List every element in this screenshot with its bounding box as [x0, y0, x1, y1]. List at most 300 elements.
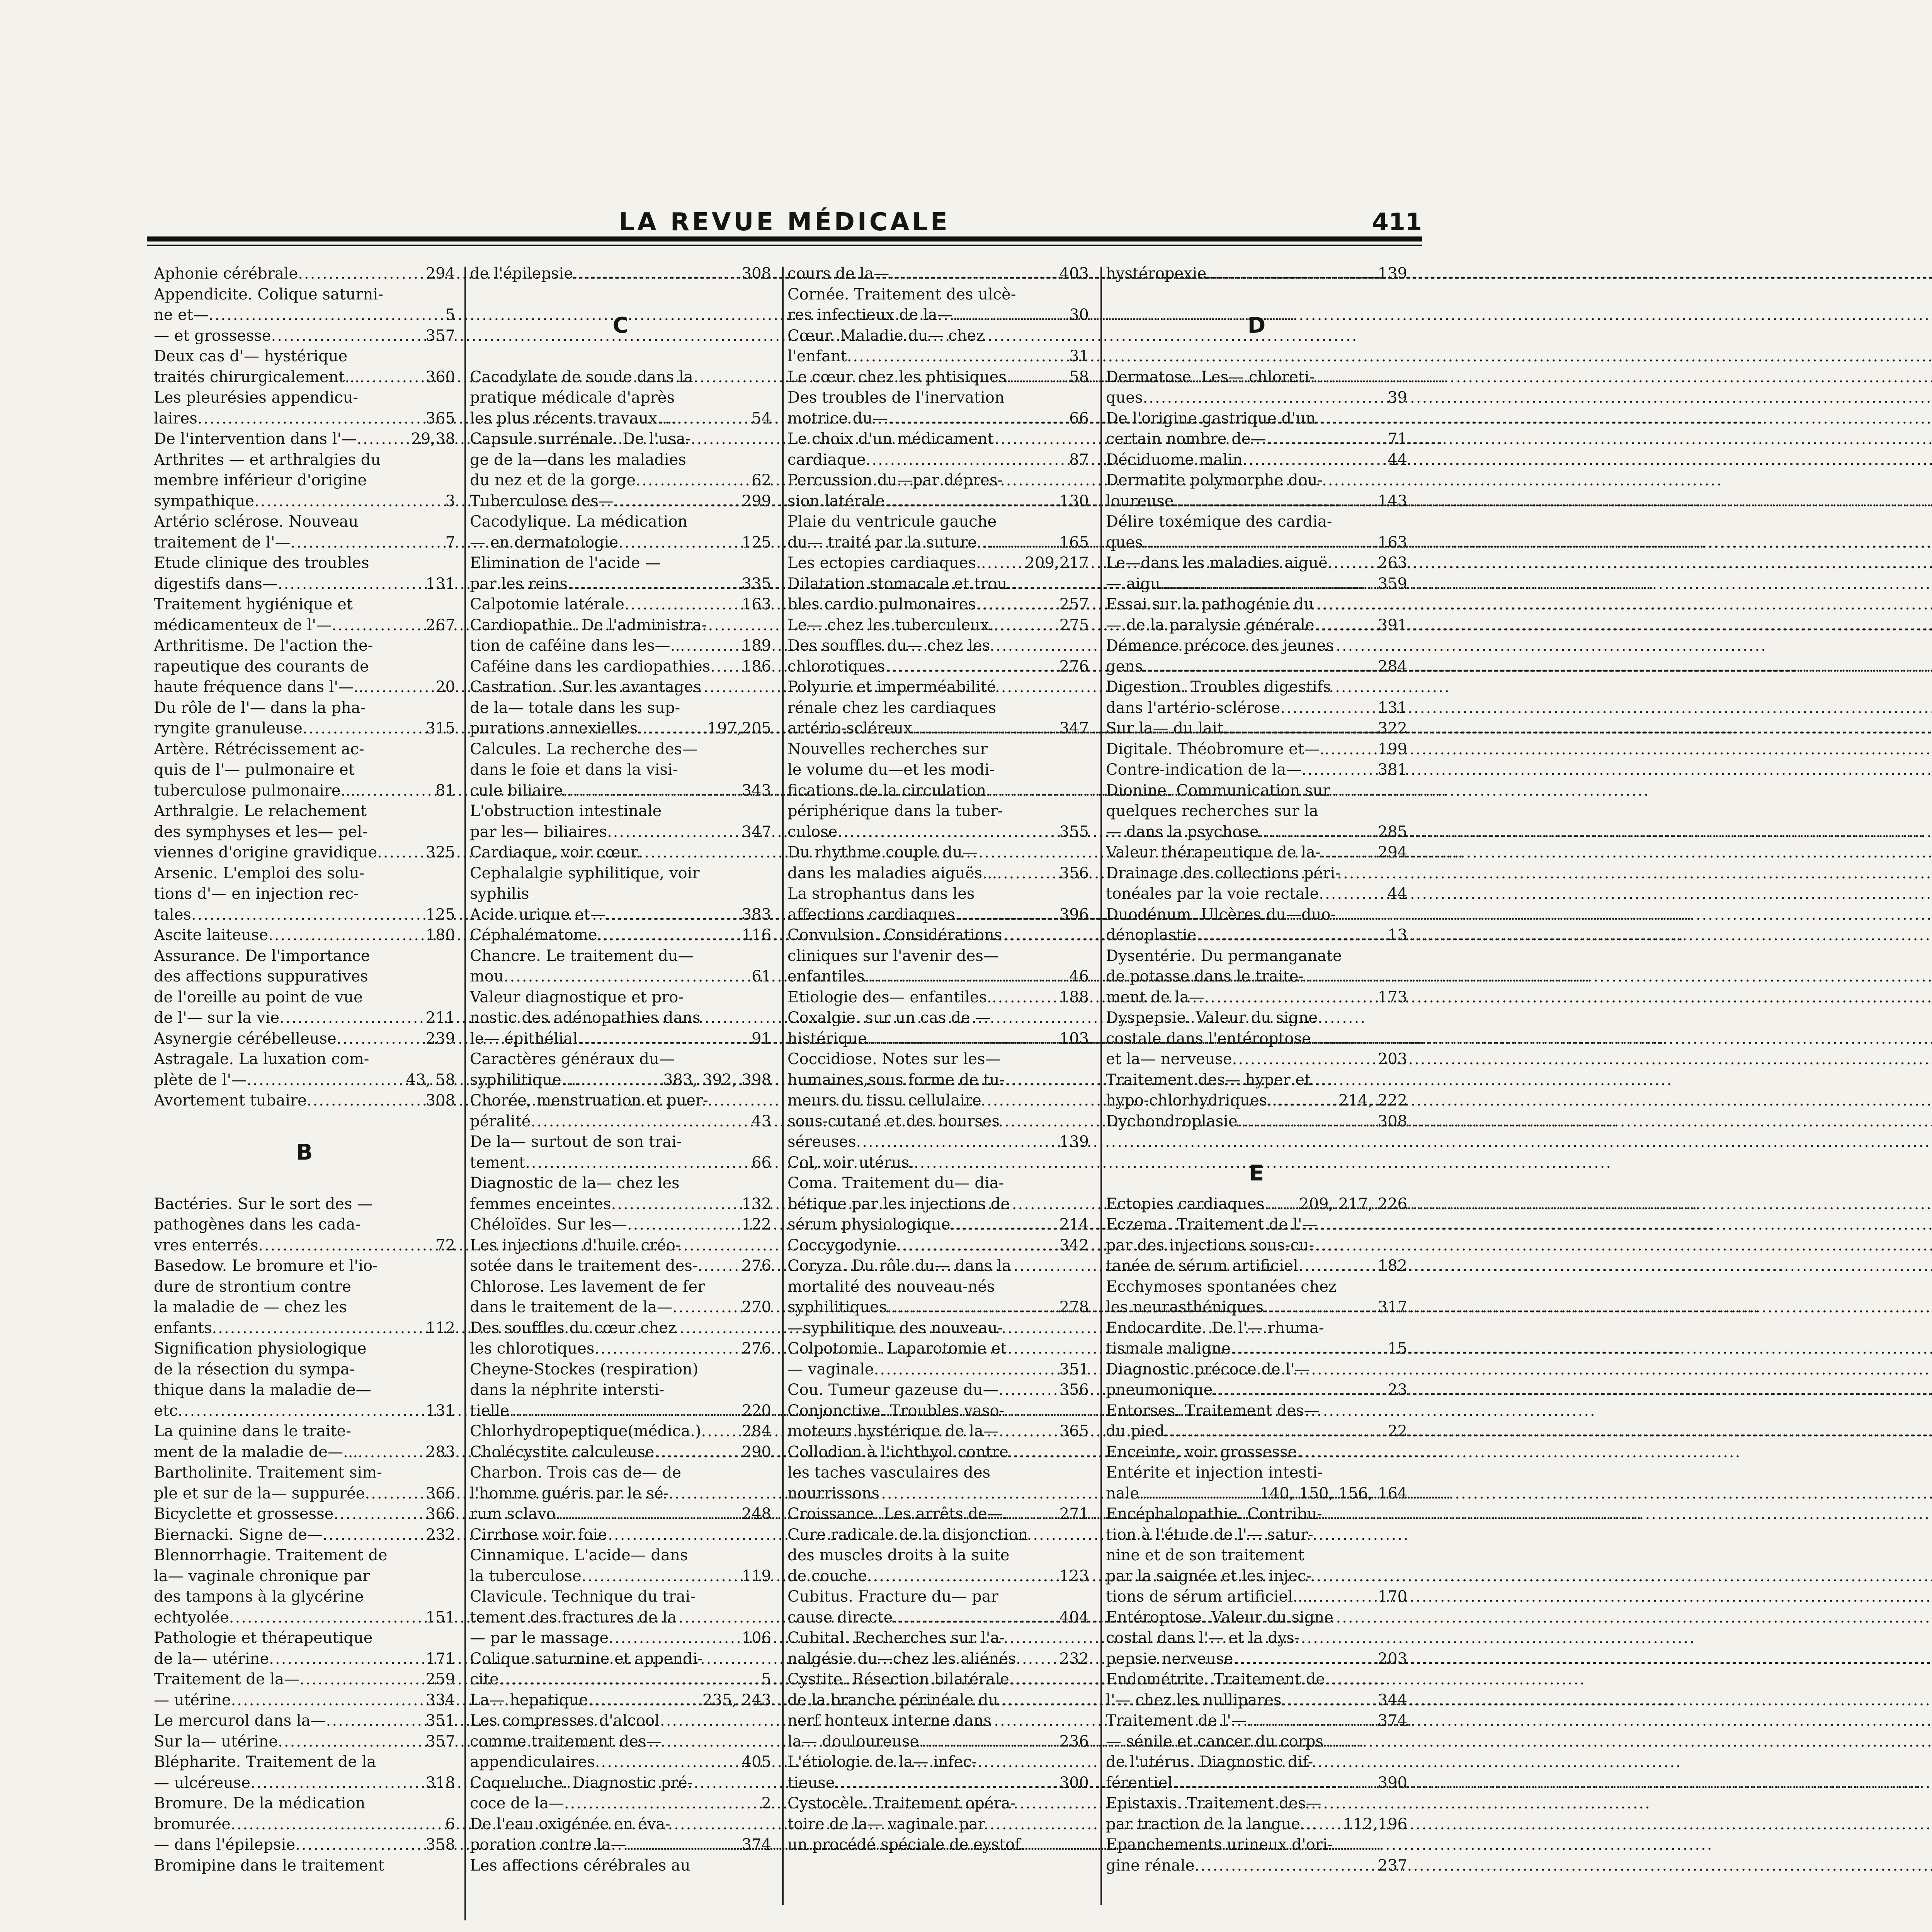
entry-text: — dans l'épilepsie — [154, 1836, 296, 1854]
entry-text: — en dermatologie — [470, 533, 619, 551]
entry-text: Deux cas d'— hystérique — [154, 347, 348, 365]
dot-leader — [1172, 1773, 1375, 1794]
page-ref: 182 — [1378, 1257, 1407, 1275]
index-line — [154, 1008, 455, 1029]
entry-text: Blépharite. Traitement de la — [154, 1753, 376, 1771]
index-line — [1106, 1752, 1407, 1773]
dot-leader — [279, 1008, 423, 1029]
dot-leader — [997, 863, 1057, 884]
entry-text: tielle — [470, 1401, 509, 1420]
dot-leader — [1264, 1297, 1376, 1318]
entry-text: Percussion du—par dépres- — [787, 471, 1003, 489]
entry-text: Sur la— du lait — [1106, 719, 1223, 737]
entry-text: Démence précoce des jeunes — [1106, 637, 1334, 655]
index-line — [154, 1731, 455, 1752]
page-ref: 383 — [742, 905, 771, 923]
entry-text: Cubitus. Fracture du— par — [787, 1588, 998, 1605]
index-line — [154, 264, 455, 284]
dot-leader — [618, 532, 740, 553]
page-ref: 365 — [425, 409, 455, 427]
index-line — [154, 1277, 455, 1298]
index-column-3 — [787, 264, 1089, 1855]
index-line — [1106, 1380, 1407, 1401]
entry-text: syphilitiques — [787, 1298, 887, 1316]
page-ref: 29,38 — [411, 430, 455, 448]
index-line — [470, 822, 771, 843]
page-ref: 276 — [742, 1257, 771, 1275]
page-ref: 54 — [752, 409, 771, 427]
entry-text: syphilitique..... — [470, 1071, 586, 1089]
index-line — [787, 553, 1089, 574]
index-line — [1106, 1421, 1407, 1442]
entry-text: tuberculose pulmonaire.... — [154, 781, 361, 799]
entry-text: Le—dans les maladies aiguë — [1106, 554, 1328, 572]
index-line — [787, 367, 1089, 388]
entry-text: Appendicite. Colique saturni- — [154, 285, 383, 303]
entry-text: mortalité des nouveau-nés — [787, 1277, 995, 1296]
entry-text: toire de la— vaginale par — [787, 1815, 986, 1833]
index-line — [154, 450, 455, 471]
dot-leader — [563, 781, 740, 801]
journal-title: LA REVUE MÉDICALE — [619, 208, 950, 236]
page-ref: 359 — [1378, 575, 1407, 593]
index-line — [470, 388, 771, 408]
entry-text: rapeutique des courants de — [154, 657, 369, 675]
entry-text: des symphyses et les— pel- — [154, 823, 367, 841]
index-line — [1106, 1669, 1407, 1690]
entry-text: Encéphalopathie. Contribu- — [1106, 1505, 1322, 1523]
entry-text: Valeur thérapeutique de la- — [1106, 844, 1321, 861]
spacer — [154, 1111, 455, 1132]
entry-text: artério-scléreux — [787, 719, 912, 737]
dot-leader — [888, 408, 1067, 429]
entry-text: Cardiaque, voir cœur. — [470, 844, 641, 861]
index-line — [787, 1793, 1089, 1814]
index-line — [787, 677, 1089, 698]
entry-text: Essai sur la pathogénie du — [1106, 595, 1314, 613]
page-ref: 197,205 — [707, 719, 771, 737]
entry-text: Coxalgie. sur un cas de — — [787, 1009, 991, 1027]
page-ref: 173 — [1378, 988, 1407, 1006]
entry-text: dans le foie et dans la visi- — [470, 761, 678, 779]
index-line — [154, 1587, 455, 1607]
index-line — [470, 1318, 771, 1339]
index-line — [787, 1628, 1089, 1649]
index-line — [470, 1711, 771, 1731]
header-rule-thick — [147, 236, 1422, 242]
entry-text: Traitement des— hyper et — [1106, 1071, 1311, 1089]
dot-leader — [303, 718, 423, 739]
index-line — [1106, 1008, 1407, 1029]
entry-text: tement des fractures de la — [470, 1608, 677, 1626]
index-line — [1106, 760, 1407, 781]
index-line — [470, 1338, 771, 1359]
entry-text: Les injections d'huile créo- — [470, 1236, 681, 1254]
entry-text: nostic des adénopathies dans — [470, 1009, 701, 1027]
page-ref: 334 — [425, 1691, 455, 1709]
dot-leader — [360, 781, 433, 801]
dot-leader — [1160, 574, 1376, 595]
index-line — [154, 553, 455, 574]
entry-text: chlorotiques — [787, 657, 885, 675]
entry-text: Polyurie et imperméabilité — [787, 678, 996, 696]
entry-text: appendiculaires — [470, 1753, 595, 1771]
page-ref: 15 — [1388, 1340, 1407, 1357]
entry-text: Endocardite. De l'— rhuma- — [1106, 1319, 1324, 1337]
dot-leader — [258, 1235, 433, 1256]
index-line — [470, 1814, 771, 1835]
page-ref: 232 — [425, 1526, 455, 1544]
dot-leader — [1143, 388, 1386, 408]
dot-leader — [710, 656, 739, 677]
page-ref: 23 — [1388, 1381, 1407, 1399]
entry-text: plète de l'— — [154, 1071, 247, 1089]
dot-leader — [504, 966, 749, 987]
entry-text: Cheyne-Stockes (respiration) — [470, 1360, 699, 1378]
page-ref: 5 — [761, 1670, 771, 1688]
entry-text: Céphalématome — [470, 926, 597, 944]
entry-text: par les— biliaires — [470, 823, 607, 841]
entry-text: La— hepatique — [470, 1691, 588, 1709]
entry-text: Arthralgie. Le relachement — [154, 802, 367, 820]
spacer — [154, 1173, 455, 1194]
entry-text: vres enterrés — [154, 1236, 259, 1254]
index-line — [154, 1235, 455, 1256]
entry-text: costal dans l'— et la dys- — [1106, 1629, 1300, 1647]
page-ref: 235, 243 — [702, 1691, 771, 1709]
index-line — [154, 1566, 455, 1587]
dot-leader — [1213, 1380, 1385, 1401]
entry-text: par des injections sous-cu- — [1106, 1236, 1314, 1254]
dot-leader — [1007, 367, 1067, 388]
index-line — [787, 1711, 1089, 1731]
entry-text: culose — [787, 823, 838, 841]
dot-leader — [278, 574, 423, 595]
index-line — [154, 739, 455, 760]
index-line — [470, 1029, 771, 1049]
index-line — [787, 1773, 1089, 1794]
dot-leader — [499, 1669, 759, 1690]
dot-leader — [1280, 698, 1375, 719]
dot-leader — [291, 532, 443, 553]
dot-leader — [837, 822, 1057, 843]
dot-leader — [377, 842, 423, 863]
entry-text: Chlorose. Les lavement de fer — [470, 1277, 705, 1296]
page-ref: 344 — [1378, 1691, 1407, 1709]
page-ref: 214 — [1059, 1216, 1089, 1233]
entry-text: les chlorotiques — [470, 1340, 595, 1357]
entry-text: Bartholinite. Traitement sim- — [154, 1464, 382, 1481]
dot-leader — [307, 1090, 423, 1111]
index-line — [470, 512, 771, 532]
page-ref: 284 — [742, 1422, 771, 1440]
page-ref: 131 — [1378, 699, 1407, 717]
index-line — [1106, 1607, 1407, 1628]
index-line — [1106, 863, 1407, 884]
entry-text: — et grossesse — [154, 327, 271, 345]
dot-leader — [1232, 1049, 1376, 1070]
index-line — [1106, 450, 1407, 471]
index-line — [1106, 1731, 1407, 1752]
dot-leader — [357, 429, 408, 450]
page-ref: 171 — [425, 1650, 455, 1668]
entry-text: Duodénum. Ulcères du—duo- — [1106, 905, 1336, 923]
index-line — [154, 656, 455, 677]
index-line — [470, 698, 771, 719]
index-line — [470, 987, 771, 1008]
page-ref: 374 — [742, 1836, 771, 1854]
entry-text: meurs du tissu cellulaire — [787, 1092, 981, 1109]
dot-leader — [912, 718, 1057, 739]
entry-text: Le— chez les tuberculeux. — [787, 616, 994, 634]
dot-leader — [573, 264, 740, 284]
page-ref: 132 — [742, 1195, 771, 1213]
page-ref: 199 — [1378, 740, 1407, 758]
entry-text: Digestion. Troubles digestifs — [1106, 678, 1331, 696]
section-letter: D — [1247, 313, 1266, 338]
column-divider — [1100, 267, 1102, 1905]
index-line — [154, 842, 455, 863]
page-ref: 318 — [425, 1774, 455, 1792]
entry-text: péralité — [470, 1112, 531, 1130]
dot-leader — [624, 594, 740, 615]
dot-leader — [364, 677, 433, 698]
entry-text: — aigu — [1106, 575, 1160, 593]
index-line — [470, 1297, 771, 1318]
dot-leader — [271, 326, 423, 347]
dot-leader — [1143, 532, 1376, 553]
entry-text: Caféine dans les cardiopathies — [470, 657, 711, 675]
index-line — [787, 1008, 1089, 1029]
page-ref: 62 — [752, 471, 771, 489]
index-column-4 — [1106, 264, 1407, 1876]
page-ref: 209, 217, 226 — [1299, 1195, 1407, 1213]
dot-leader — [247, 1070, 403, 1091]
entry-text: histérique — [787, 1029, 867, 1048]
entry-text: nalgésie du—chez les aliénés — [787, 1650, 1016, 1668]
index-line — [470, 1835, 771, 1855]
entry-text: De l'origine gastrique d'un — [1106, 409, 1316, 427]
page-number: 411 — [1372, 208, 1422, 236]
page-ref: 271 — [1059, 1505, 1089, 1523]
index-line — [470, 946, 771, 967]
index-line — [1106, 1194, 1407, 1215]
page-ref: 383, 392, 398 — [663, 1071, 771, 1089]
dot-leader — [889, 264, 1057, 284]
entry-text: des affections suppuratives — [154, 968, 368, 985]
entry-text: dans l'artério-sclérose — [1106, 699, 1281, 717]
page-ref: 308 — [1378, 1112, 1407, 1130]
index-line — [1106, 1504, 1407, 1525]
entry-text: Asynergie cérébelleuse — [154, 1029, 337, 1048]
dot-leader — [680, 636, 740, 656]
entry-text: du pied — [1106, 1422, 1165, 1440]
index-line — [787, 1587, 1089, 1607]
page-ref: 131 — [425, 1401, 455, 1420]
index-line — [154, 760, 455, 781]
page-ref: 360 — [425, 368, 455, 386]
entry-text: etc — [154, 1401, 178, 1420]
dot-leader — [994, 615, 1057, 636]
index-line — [787, 491, 1089, 512]
dot-leader — [1165, 1421, 1385, 1442]
page-ref: 189 — [742, 637, 771, 655]
entry-text: Cephalalgie syphilitique, voir — [470, 864, 700, 882]
index-line — [470, 1504, 771, 1525]
index-line — [1106, 1855, 1407, 1876]
page-ref: 390 — [1378, 1774, 1407, 1792]
index-line — [470, 966, 771, 987]
entry-text: Conjonctive. Troubles vaso- — [787, 1401, 1005, 1420]
page-ref: 299 — [742, 492, 771, 510]
index-line — [470, 636, 771, 656]
page-ref: 347 — [1059, 719, 1089, 737]
entry-text: res infectieux de la— — [787, 306, 953, 324]
index-line — [154, 1711, 455, 1731]
index-line — [1106, 1587, 1407, 1607]
entry-text: — dans la psychose — [1106, 823, 1259, 841]
index-line — [1106, 801, 1407, 822]
entry-text: des tampons à la glycérine — [154, 1588, 364, 1605]
dot-leader — [887, 1297, 1057, 1318]
entry-text: Le choix d'un médicament — [787, 430, 994, 448]
index-line — [1106, 1401, 1407, 1422]
entry-text: Acide urique et— — [470, 905, 606, 923]
entry-text: Des souffles du— chez les — [787, 637, 990, 655]
section-letter: E — [1249, 1160, 1264, 1186]
entry-text: Traitement de l'— — [1106, 1712, 1247, 1730]
index-line — [470, 1111, 771, 1132]
entry-text: Chancre. Le traitement du— — [470, 947, 694, 965]
dot-leader — [866, 450, 1067, 471]
entry-text: tions de sérum artificiel.... — [1106, 1588, 1313, 1605]
entry-text: Entorses. Traitement des— — [1106, 1401, 1320, 1420]
index-line — [787, 1214, 1089, 1235]
index-line — [154, 1690, 455, 1711]
index-line — [1106, 1029, 1407, 1049]
index-line — [154, 367, 455, 388]
entry-text: gens — [1106, 657, 1143, 675]
entry-text: pathogènes dans les cada- — [154, 1216, 361, 1233]
dot-leader — [191, 905, 423, 925]
dot-leader — [359, 367, 423, 388]
index-line — [154, 1607, 455, 1628]
dot-leader — [1007, 1504, 1057, 1525]
index-line — [787, 1318, 1089, 1339]
index-line — [1106, 677, 1407, 698]
index-line — [1106, 842, 1407, 863]
index-line — [470, 1731, 771, 1752]
entry-text: Cystocèle. Traitement opéra- — [787, 1794, 1016, 1812]
entry-text: de l'utérus. Diagnostic dif- — [1106, 1753, 1313, 1771]
entry-text: Dychondroplasie — [1106, 1112, 1238, 1130]
index-line — [787, 1297, 1089, 1318]
page-ref: 263 — [1378, 554, 1407, 572]
entry-text: un procédé spéciale de eystof. — [787, 1836, 1025, 1854]
index-line — [470, 677, 771, 698]
entry-text: Artère. Rétrécissement ac- — [154, 740, 364, 758]
page-ref: 248 — [742, 1505, 771, 1523]
index-line — [154, 905, 455, 925]
index-line — [154, 801, 455, 822]
page-ref: 163 — [742, 595, 771, 613]
page-ref: 180 — [425, 926, 455, 944]
entry-text: Calpotomie latérale — [470, 595, 625, 613]
page-ref: 151 — [425, 1608, 455, 1626]
entry-text: Coqueluche. Diagnostic pré- — [470, 1774, 693, 1792]
index-line — [787, 408, 1089, 429]
index-line — [1106, 532, 1407, 553]
page-ref: 139 — [1059, 1133, 1089, 1151]
entry-text: la maladie de — chez les — [154, 1298, 347, 1316]
dot-leader — [1173, 491, 1375, 512]
index-line — [787, 1090, 1089, 1111]
index-line — [470, 264, 771, 284]
page-ref: 46 — [1069, 968, 1089, 985]
page-ref: 315 — [425, 719, 455, 737]
page-ref: 405 — [742, 1753, 771, 1771]
page-ref: 358 — [425, 1836, 455, 1854]
page-ref: 237 — [1378, 1856, 1407, 1874]
entry-text: Caractères généraux du— — [470, 1050, 675, 1068]
page-ref: 355 — [1059, 823, 1089, 841]
index-line — [787, 1731, 1089, 1752]
index-line — [154, 574, 455, 595]
index-line — [787, 1256, 1089, 1277]
entry-text: fications de la circulation — [787, 781, 986, 799]
entry-text: thique dans la maladie de— — [154, 1381, 371, 1399]
entry-text: Contre-indication de la— — [1106, 761, 1302, 779]
index-line — [787, 326, 1089, 347]
page-ref: 381 — [1378, 761, 1407, 779]
page-ref: 211 — [425, 1009, 455, 1027]
entry-text: coce de la— — [470, 1794, 564, 1812]
dot-leader — [1016, 1649, 1057, 1670]
entry-text: Aphonie cérébrale — [154, 265, 298, 282]
dot-leader — [268, 925, 423, 946]
index-line — [470, 801, 771, 822]
dot-leader — [998, 1380, 1057, 1401]
dot-leader — [1328, 553, 1376, 574]
index-line — [470, 1194, 771, 1215]
dot-leader — [885, 491, 1057, 512]
entry-text: Ectopies cardiaques — [1106, 1195, 1265, 1213]
entry-text: Cinnamique. L'acide— dans — [470, 1546, 688, 1564]
entry-text: du— traité par la suture... — [787, 533, 992, 551]
entry-text: Cou. Tumeur gazeuse du— — [787, 1381, 998, 1399]
entry-text: — par le massage — [470, 1629, 609, 1647]
index-line — [787, 905, 1089, 925]
dot-leader — [299, 1669, 423, 1690]
index-line — [1106, 884, 1407, 905]
index-line — [787, 1421, 1089, 1442]
index-line — [1106, 1256, 1407, 1277]
index-line — [1106, 1566, 1407, 1587]
index-line — [470, 1855, 771, 1876]
dot-leader — [607, 822, 740, 843]
index-line — [154, 615, 455, 636]
entry-text: médicamenteux de l'— — [154, 616, 332, 634]
entry-text: moteurs hystérique de la— — [787, 1422, 999, 1440]
index-line — [154, 1814, 455, 1835]
dot-leader — [856, 1132, 1057, 1153]
index-line — [470, 884, 771, 905]
index-line — [154, 491, 455, 512]
entry-text: certain nombre de— — [1106, 430, 1266, 448]
entry-text: Des souffles du cœur chez — [470, 1319, 677, 1337]
entry-text: Le mercurol dans la— — [154, 1712, 326, 1730]
entry-text: Biernacki. Signe de— — [154, 1526, 323, 1544]
